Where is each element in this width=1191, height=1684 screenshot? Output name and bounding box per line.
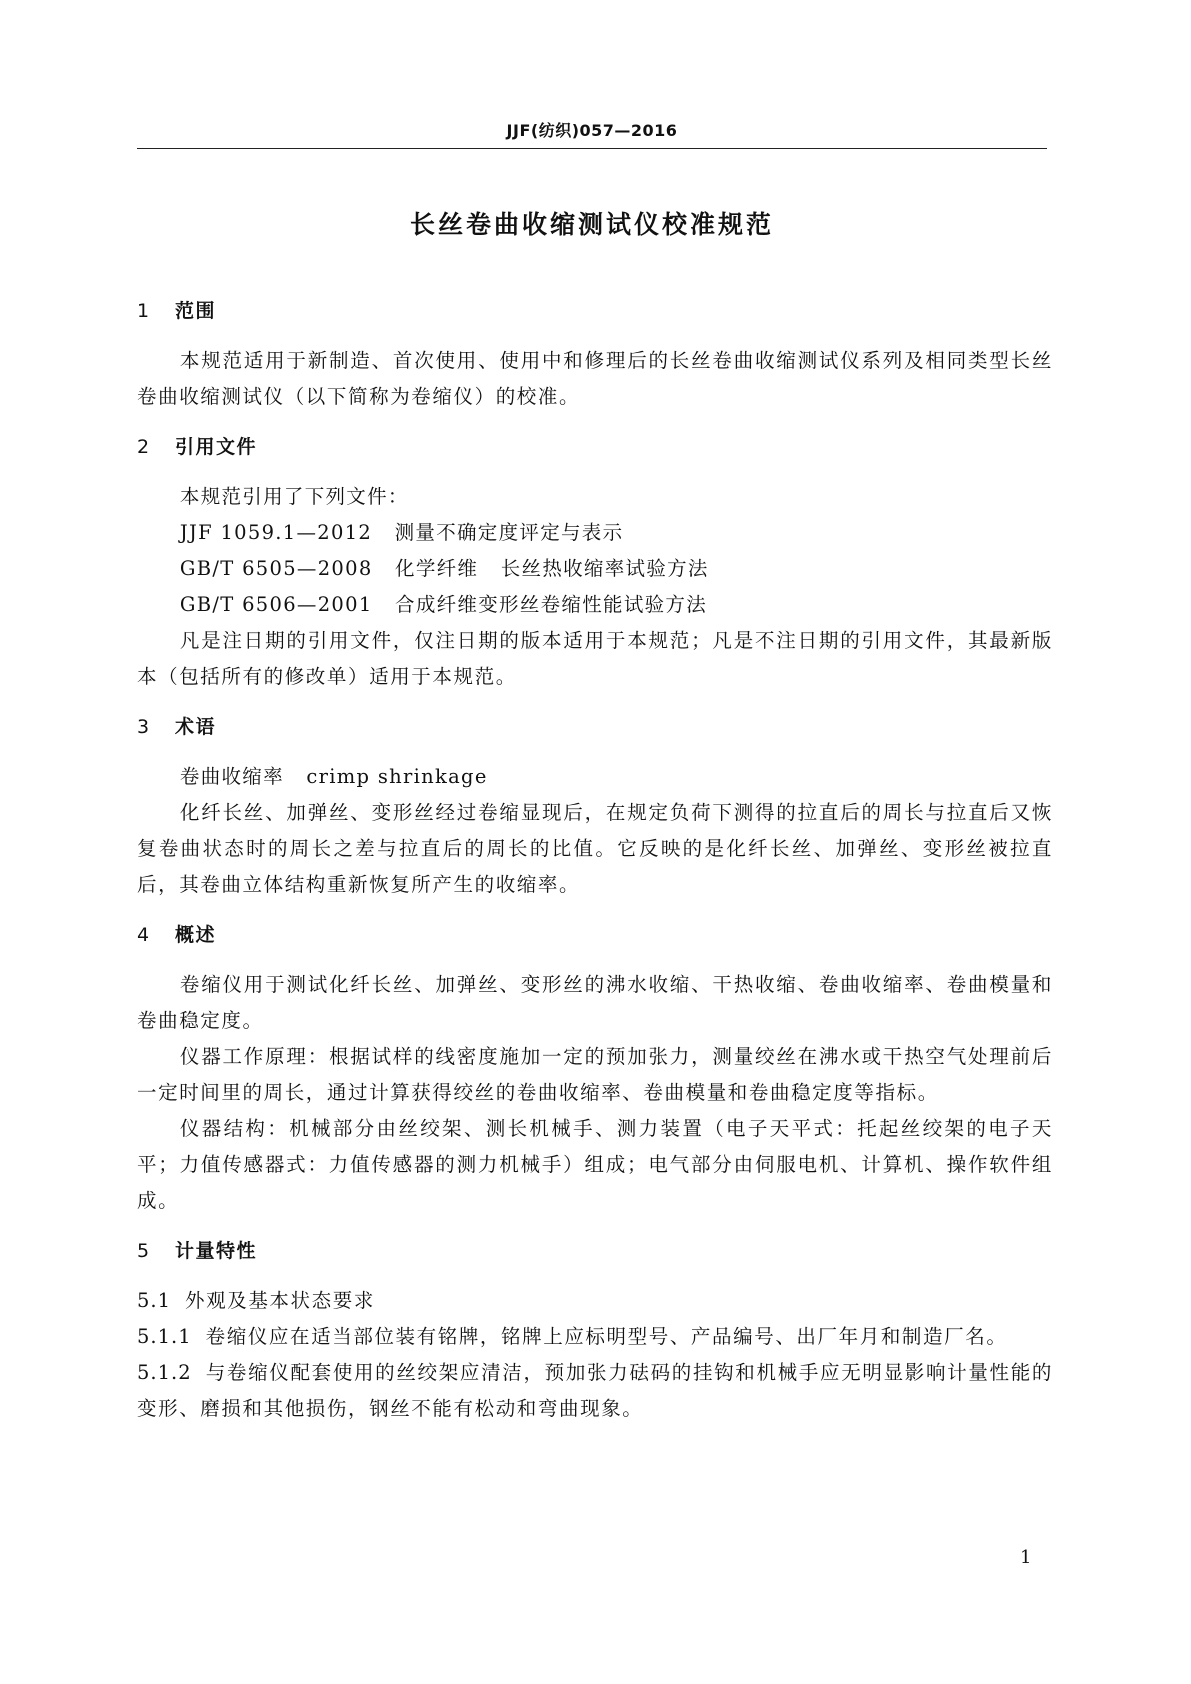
section-number: 4 [137, 924, 151, 946]
clause-number: 5.1.2 [137, 1361, 192, 1384]
section-title: 术语 [175, 716, 217, 738]
term-entry: 卷曲收缩率 crimp shrinkage [179, 765, 488, 788]
section-number: 1 [137, 300, 151, 322]
clause-text: 外观及基本状态要求 [185, 1289, 375, 1312]
section-number: 2 [137, 436, 151, 458]
page-number: 1 [1020, 1547, 1032, 1568]
section-number: 3 [137, 716, 151, 738]
paragraph: 凡是注日期的引用文件，仅注日期的版本适用于本规范；凡是不注日期的引用文件，其最新版本（包括所有的修改单）适用于本规范。 [137, 629, 1053, 688]
reference-item: GB/T 6506—2001 合成纤维变形丝卷缩性能试验方法 [179, 593, 708, 616]
section-title: 概述 [175, 924, 217, 946]
clause-number: 5.1 [137, 1289, 172, 1312]
section-heading-4 [137, 920, 1053, 950]
clause-number: 5.1.1 [137, 1325, 192, 1348]
paragraph: 化纤长丝、加弹丝、变形丝经过卷缩显现后，在规定负荷下测得的拉直后的周长与拉直后又恢复卷曲状态时的周长之差与拉直后的周长的比值。它反映的是化纤长丝、加弹丝、变形丝被拉直后，其卷曲立体结构重新恢复所产生的收缩率。 [137, 801, 1053, 896]
section-title: 范围 [175, 300, 217, 322]
section-title: 计量特性 [175, 1240, 258, 1262]
reference-item: GB/T 6505—2008 化学纤维 长丝热收缩率试验方法 [179, 557, 709, 580]
paragraph: 卷缩仪用于测试化纤长丝、加弹丝、变形丝的沸水收缩、干热收缩、卷曲收缩率、卷曲模量和卷曲稳定度。 [137, 973, 1053, 1032]
paragraph: 本规范引用了下列文件： [179, 485, 409, 508]
paragraph: 仪器工作原理：根据试样的线密度施加一定的预加张力，测量绞丝在沸水或干热空气处理前后一定时间里的周长，通过计算获得绞丝的卷曲收缩率、卷曲模量和卷曲稳定度等指标。 [137, 1045, 1053, 1104]
clause-text: 卷缩仪应在适当部位装有铭牌，铭牌上应标明型号、产品编号、出厂年月和制造厂名。 [205, 1325, 1008, 1348]
clause-5-1-2 [137, 1355, 1053, 1427]
section-heading-3 [137, 712, 1053, 742]
section-heading-1 [137, 296, 1053, 326]
reference-item: JJF 1059.1—2012 测量不确定度评定与表示 [179, 521, 624, 544]
header-rule [137, 148, 1047, 149]
paragraph: 仪器结构：机械部分由丝绞架、测长机械手、测力装置（电子天平式：托起丝绞架的电子天平；力值传感器式：力值传感器的测力机械手）组成；电气部分由伺服电机、计算机、操作软件组成。 [137, 1117, 1053, 1212]
clause-5-1-1 [137, 1319, 1053, 1355]
section-title: 引用文件 [175, 436, 258, 458]
document-body [137, 296, 1053, 1427]
section-number: 5 [137, 1240, 151, 1262]
section-heading-5 [137, 1236, 1053, 1266]
clause-text: 与卷缩仪配套使用的丝绞架应清洁，预加张力砝码的挂钩和机械手应无明显影响计量性能的变形、磨损和其他损伤，钢丝不能有松动和弯曲现象。 [137, 1361, 1053, 1420]
paragraph: 本规范适用于新制造、首次使用、使用中和修理后的长丝卷曲收缩测试仪系列及相同类型长丝卷曲收缩测试仪（以下简称为卷缩仪）的校准。 [137, 349, 1053, 408]
document-title: 长丝卷曲收缩测试仪校准规范 [409, 210, 774, 239]
section-heading-2 [137, 432, 1053, 462]
running-header: JJF(纺织)057—2016 [506, 121, 678, 140]
clause-5-1 [137, 1283, 1053, 1319]
